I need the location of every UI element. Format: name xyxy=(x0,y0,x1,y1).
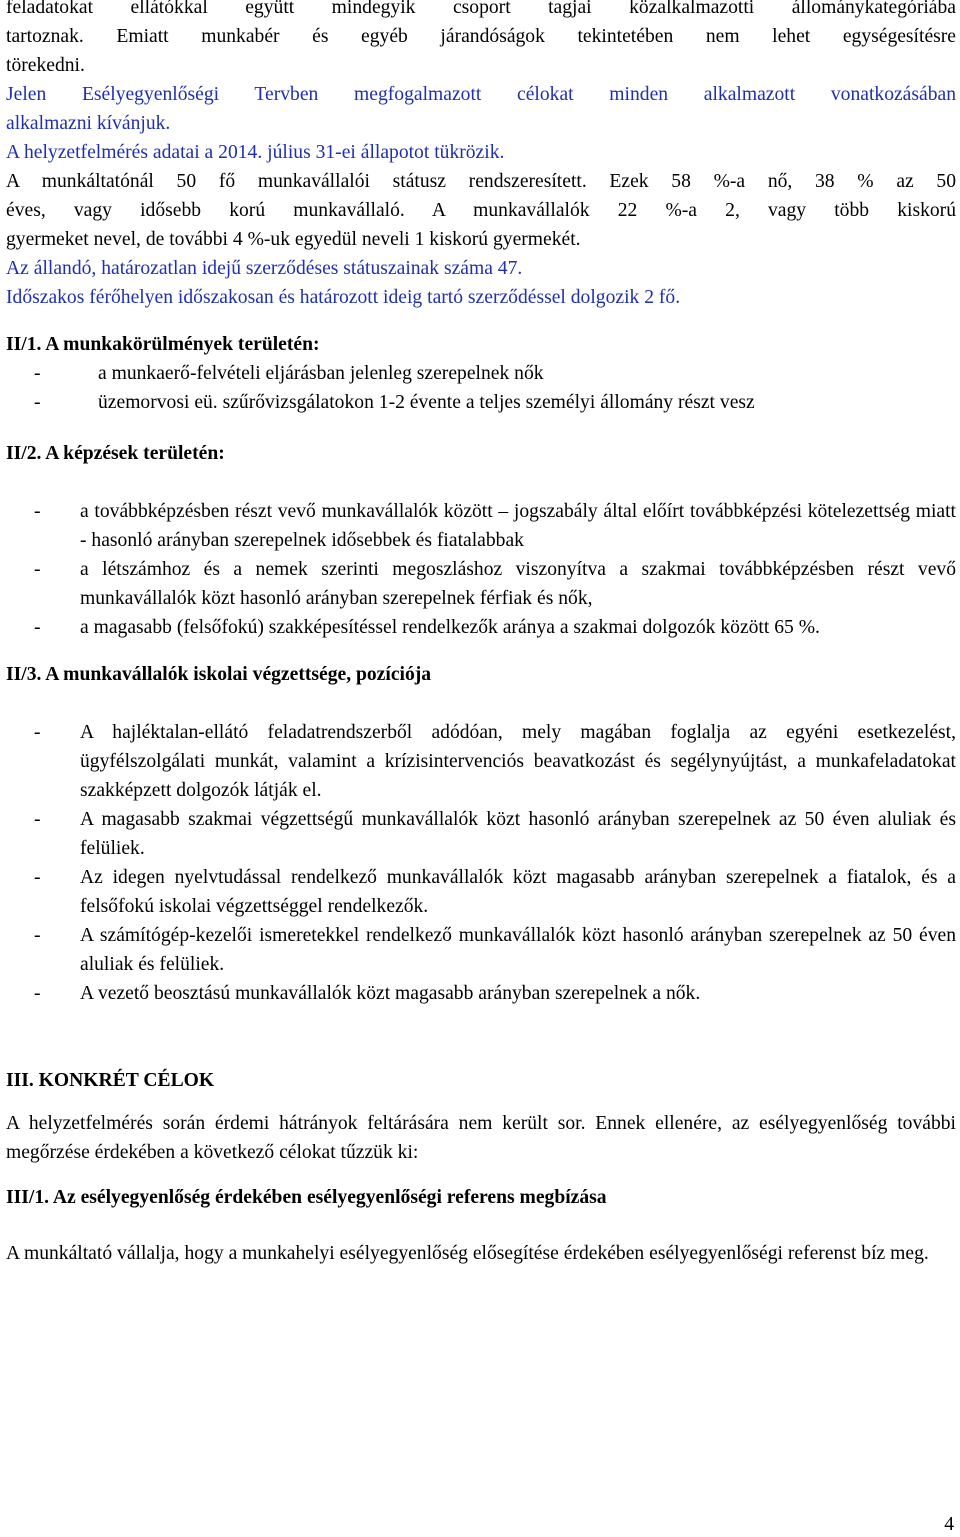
list-item-text: a létszámhoz és a nemek szerinti megoszláshoz viszonyítva a szakmai továbbképzésben részt vevő munkavállalók közt hasonló arányban szerepelnek férfiak és nők, xyxy=(80,559,956,609)
list-item-text: a magasabb (felsőfokú) szakképesítéssel rendelkezők aránya a szakmai dolgozók között 65 %. xyxy=(80,617,820,638)
list-dash: - xyxy=(34,809,41,830)
list-item xyxy=(6,555,956,613)
paragraph: A munkáltató vállalja, hogy a munkahelyi esélyegyenlőség elősegítése érdekében esélyegyenlőségi referenst bíz meg. xyxy=(6,1243,929,1264)
intro-line: Az állandó, határozatlan idejű szerződéses státuszainak száma 47. xyxy=(6,258,523,279)
list-item xyxy=(6,497,956,555)
section-heading: II/1. A munkakörülmények területén: xyxy=(6,334,320,355)
intro-line: Időszakos férőhelyen időszakosan és határozott ideig tartó szerződéssel dolgozik 2 fő. xyxy=(6,287,681,308)
intro-line: A helyzetfelmérés adatai a 2014. július 31-ei állapotot tükrözik. xyxy=(6,142,505,163)
list-item xyxy=(6,388,956,417)
list-dash: - xyxy=(34,501,41,522)
list-item-text: A vezető beosztású munkavállalók közt magasabb arányban szerepelnek a nők. xyxy=(80,983,701,1004)
section-heading: III. KONKRÉT CÉLOK xyxy=(6,1070,215,1091)
section-heading: II/3. A munkavállalók iskolai végzettsége, pozíciója xyxy=(6,664,432,685)
intro-line: Jelen Esélyegyenlőségi Tervben megfogalmazott célokat minden alkalmazott vonatkozásában xyxy=(6,84,956,105)
intro-line: éves, vagy idősebb korú munkavállaló. A munkavállalók 22 %-a 2, vagy több kiskorú xyxy=(6,200,956,221)
list-item-text: A számítógép-kezelői ismeretekkel rendelkező munkavállalók közt hasonló arányban szerepelnek az 50 éven aluliak és felüliek. xyxy=(80,925,956,975)
list-item-text: a továbbképzésben részt vevő munkavállalók között – jogszabály által előírt továbbképzési kötelezettség miatt - hasonló arányban szerepelnek idősebbek és fiatalabbak xyxy=(80,501,956,551)
list-dash: - xyxy=(34,559,41,580)
document-page xyxy=(6,0,956,1268)
intro-line: alkalmazni kívánjuk. xyxy=(6,113,171,134)
list-item xyxy=(6,613,956,642)
list-item-text: a munkaerő-felvételi eljárásban jelenleg szerepelnek nők xyxy=(98,363,544,384)
intro-line: A munkáltatónál 50 fő munkavállalói státusz rendszeresített. Ezek 58 %-a nő, 38 % az 50 xyxy=(6,171,956,192)
intro-line: feladatokat ellátókkal együtt mindegyik csoport tagjai közalkalmazotti állománykategóriába xyxy=(6,0,956,18)
list-item-text: A hajléktalan-ellátó feladatrendszerből adódóan, mely magában foglalja az egyéni esetkezelést, ügyfélszolgálati munkát, valamint a krízisintervenciós beavatkozást és segélynyújtást, a munkafeladatokat szakképzett dolgozók látják el. xyxy=(80,722,956,801)
list-item-text: A magasabb szakmai végzettségű munkavállalók közt hasonló arányban szerepelnek az 50 éven aluliak és felüliek. xyxy=(80,809,956,859)
list-item xyxy=(6,718,956,805)
list-dash: - xyxy=(34,925,41,946)
section-heading: II/2. A képzések területén: xyxy=(6,443,225,464)
intro-line: törekedni. xyxy=(6,55,85,76)
list-item-text: üzemorvosi eü. szűrővizsgálatokon 1-2 évente a teljes személyi állomány részt vesz xyxy=(98,392,755,413)
intro-line: tartoznak. Emiatt munkabér és egyéb járandóságok tekintetében nem lehet egységesítésre xyxy=(6,26,956,47)
list-item-text: Az idegen nyelvtudással rendelkező munkavállalók közt magasabb arányban szerepelnek a fiatalok, és a felsőfokú iskolai végzettséggel rendelkezők. xyxy=(80,867,956,917)
list-item xyxy=(6,805,956,863)
paragraph: A helyzetfelmérés során érdemi hátrányok feltárására nem került sor. Ennek ellenére, az esélyegyenlőség további megőrzése érdekében a következő célokat tűzzük ki: xyxy=(6,1113,956,1163)
list-item xyxy=(6,863,956,921)
list-item xyxy=(6,359,956,388)
list-dash: - xyxy=(34,867,41,888)
list-item xyxy=(6,979,956,1008)
list-dash: - xyxy=(34,363,41,384)
list-dash: - xyxy=(34,392,41,413)
list-dash: - xyxy=(34,617,41,638)
list-item xyxy=(6,921,956,979)
intro-line: gyermeket nevel, de további 4 %-uk egyedül neveli 1 kiskorú gyermekét. xyxy=(6,229,581,250)
section-heading: III/1. Az esélyegyenlőség érdekében esélyegyenlőségi referens megbízása xyxy=(6,1187,607,1208)
list-dash: - xyxy=(34,983,41,1004)
page-number: 4 xyxy=(944,1514,954,1535)
list-dash: - xyxy=(34,722,41,743)
